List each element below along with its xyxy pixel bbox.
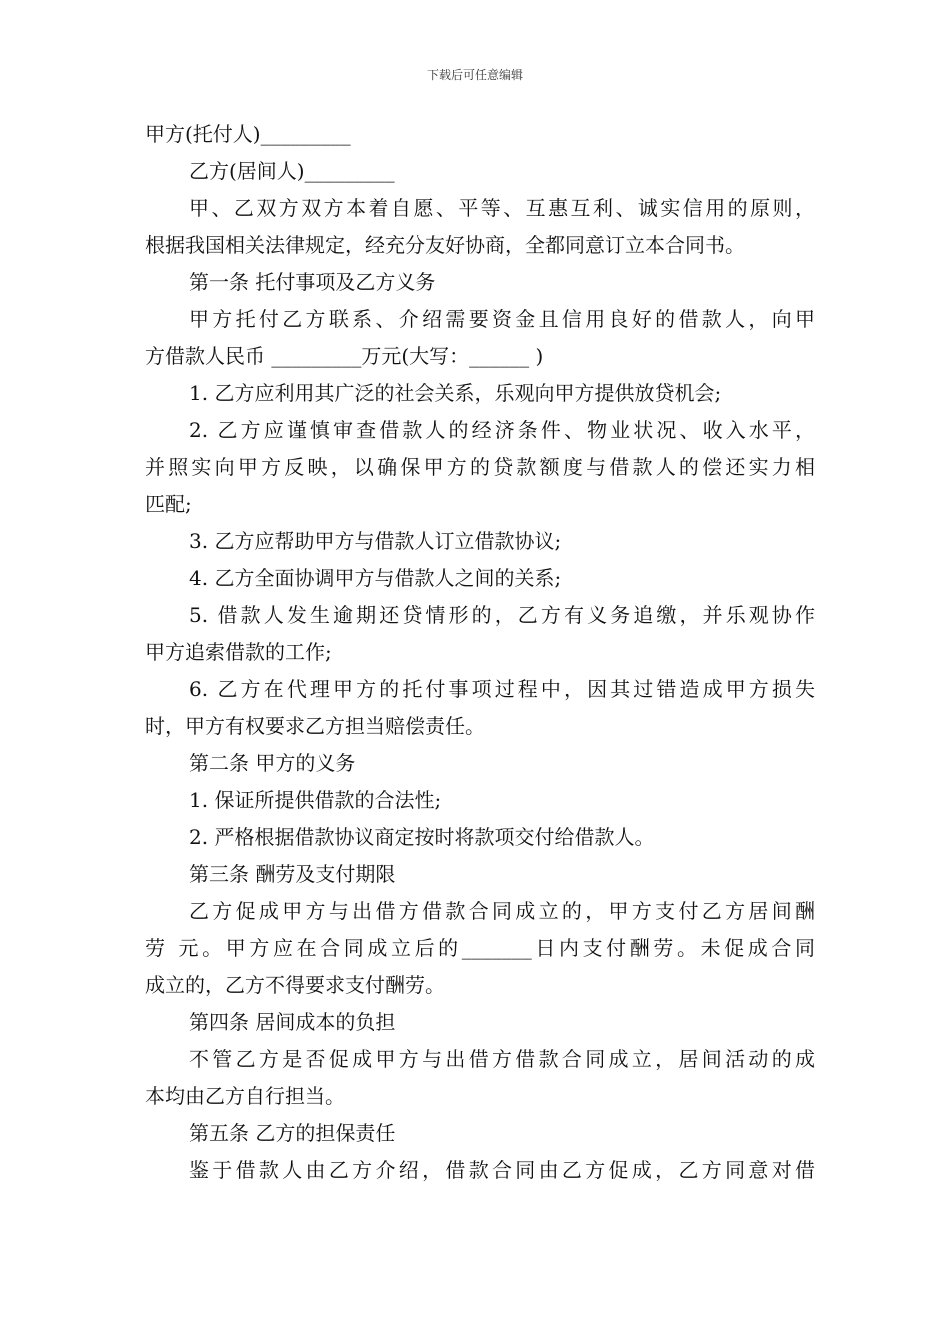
text-line: 并照实向甲方反映，以确保甲方的贷款额度与借款人的偿还实力相 [145,455,815,479]
text-line: 本均由乙方自行担当。 [145,1084,345,1108]
text-line: 匹配; [145,492,192,516]
text-line: 第四条 居间成本的负担 [189,1010,396,1034]
text-line: 2. 乙方应谨慎审查借款人的经济条件、物业状况、收入水平， [189,418,815,442]
text-line: 乙方促成甲方与出借方借款合同成立的，甲方支付乙方居间酬 [189,899,815,923]
text-line: 甲方(托付人)_________ [145,122,351,146]
text-line: 不管乙方是否促成甲方与出借方借款合同成立，居间活动的成 [189,1047,815,1071]
text-line: 时，甲方有权要求乙方担当赔偿责任。 [145,714,485,738]
text-line: 第三条 酬劳及支付期限 [189,862,396,886]
text-line: 6. 乙方在代理甲方的托付事项过程中，因其过错造成甲方损失 [189,677,815,701]
text-line: 甲、乙双方双方本着自愿、平等、互惠互利、诚实信用的原则， [189,196,815,220]
text-line: 甲方托付乙方联系、介绍需要资金且信用良好的借款人，向甲 [189,307,815,331]
text-line: 劳 元。甲方应在合同成立后的_______日内支付酬劳。未促成合同 [145,936,815,960]
text-line: 第五条 乙方的担保责任 [189,1121,396,1145]
text-line: 1. 保证所提供借款的合法性; [189,788,442,812]
text-line: 甲方追索借款的工作; [145,640,332,664]
text-line: 鉴于借款人由乙方介绍，借款合同由乙方促成，乙方同意对借 [189,1158,815,1182]
text-line: 成立的，乙方不得要求支付酬劳。 [145,973,445,997]
document-body [145,116,815,1189]
text-line: 乙方(居间人)_________ [189,159,395,183]
page-header: 下载后可任意编辑 [426,68,523,82]
text-line: 3. 乙方应帮助甲方与借款人订立借款协议; [189,529,562,553]
text-line: 5. 借款人发生逾期还贷情形的，乙方有义务追缴，并乐观协作 [189,603,815,627]
text-line: 4. 乙方全面协调甲方与借款人之间的关系; [189,566,562,590]
text-line: 方借款人民币 _________万元(大写：______ ) [145,344,544,368]
text-line: 2. 严格根据借款协议商定按时将款项交付给借款人。 [189,825,655,849]
text-line: 第一条 托付事项及乙方义务 [189,270,436,294]
text-line: 第二条 甲方的义务 [189,751,356,775]
text-line: 根据我国相关法律规定，经充分友好协商，全都同意订立本合同书。 [145,233,745,257]
text-line: 1. 乙方应利用其广泛的社会关系，乐观向甲方提供放贷机会; [189,381,722,405]
